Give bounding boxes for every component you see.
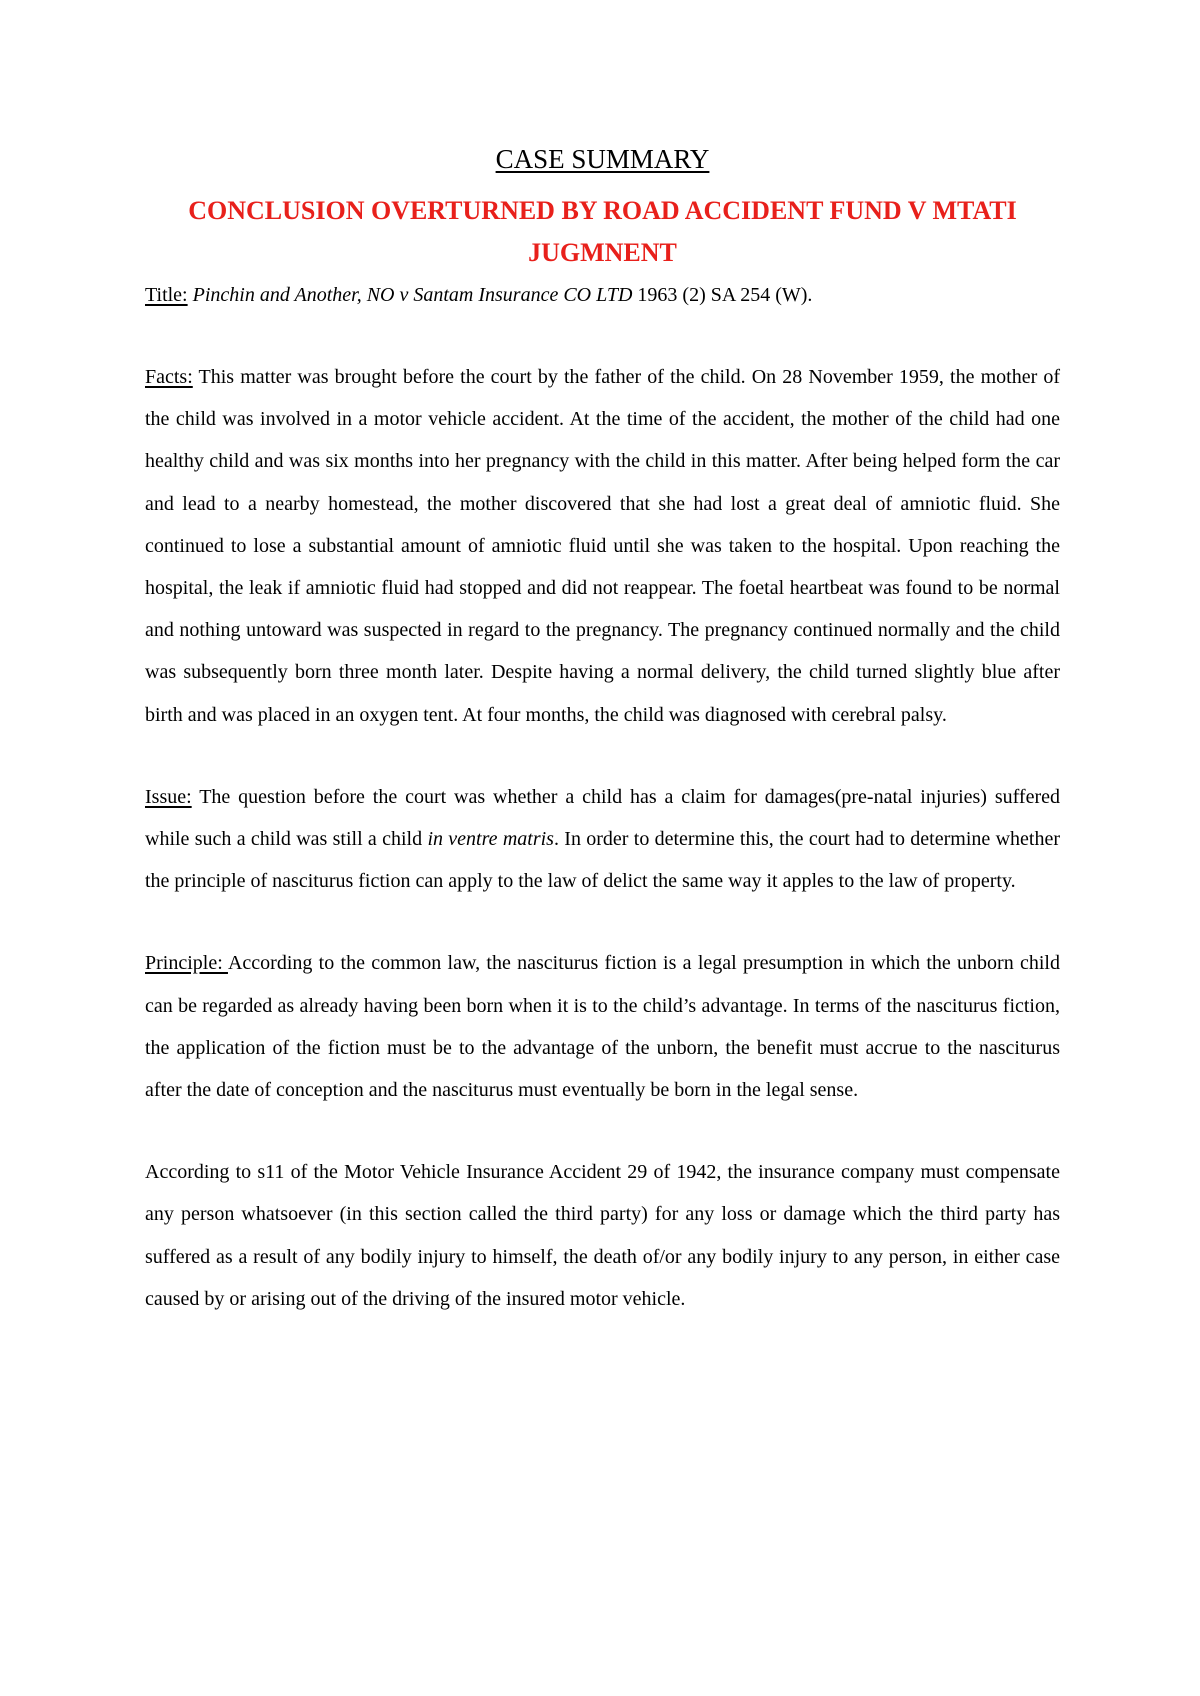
conclusion-heading: CONCLUSION OVERTURNED BY ROAD ACCIDENT FUND V MTATI JUGMNENT <box>188 196 1017 267</box>
spacer <box>145 736 1060 776</box>
title-label: Title: <box>145 284 188 306</box>
spacer <box>145 316 1060 356</box>
principle-label: Principle: <box>145 952 228 975</box>
principle-paragraph <box>145 942 1060 1111</box>
issue-italic-phrase: in ventre matris <box>427 828 554 851</box>
principle-text: According to the common law, the nasciturus fiction is a legal presumption in which the unborn child can be regarded as already having been born when it is to the child’s advantage. In terms of the nasciturus fiction, the application of the fiction must be to the advantage of the unborn, the benefit must accrue to the nasciturus after the date of conception and the nasciturus must eventually be born in the legal sense. <box>145 952 1060 1102</box>
title-line <box>145 274 1060 316</box>
issue-paragraph <box>145 776 1060 903</box>
case-summary-heading: CASE SUMMARY <box>495 144 710 174</box>
facts-label: Facts: <box>145 366 193 388</box>
case-name: Pinchin and Another, NO v Santam Insurance CO LTD <box>192 284 633 306</box>
case-citation: 1963 (2) SA 254 (W). <box>632 284 813 306</box>
section-paragraph: According to s11 of the Motor Vehicle Insurance Accident 29 of 1942, the insurance company must compensate any person whatsoever (in this section called the third party) for any loss or damage which the third party has suffered as a result of any bodily injury to himself, the death of/or any bodily injury to any person, in either case caused by or arising out of the driving of the insured motor vehicle. <box>145 1161 1060 1310</box>
document-body <box>145 140 1060 1320</box>
issue-text-after: . In order to determine this, the court had to determine whether the principle of nasciturus fiction can apply to the law of delict the same way it apples to the law of property. <box>145 828 1060 893</box>
facts-paragraph <box>145 356 1060 736</box>
issue-label: Issue: <box>145 785 192 808</box>
issue-text-before: The question before the court was whether a child has a claim for damages(pre-natal injuries) suffered while such a child was still a child <box>145 785 1060 851</box>
spacer <box>145 902 1060 942</box>
spacer <box>145 1111 1060 1151</box>
facts-text: This matter was brought before the court by the father of the child. On 28 November 1959, the mother of the child was involved in a motor vehicle accident. At the time of the accident, the mother of the child had one healthy child and was six months into her pregnancy with the child in this matter. After being helped form the car and lead to a nearby homestead, the mother discovered that she had lost a great deal of amniotic fluid. She continued to lose a substantial amount of amniotic fluid until she was taken to the hospital. Upon reaching the hospital, the leak if amniotic fluid had stopped and did not reappear. The foetal heartbeat was found to be normal and nothing untoward was suspected in regard to the pregnancy. The pregnancy continued normally and the child was subsequently born three month later. Despite having a normal delivery, the child turned slightly blue after birth and was placed in an oxygen tent. At four months, the child was diagnosed with cerebral palsy. <box>145 366 1060 726</box>
